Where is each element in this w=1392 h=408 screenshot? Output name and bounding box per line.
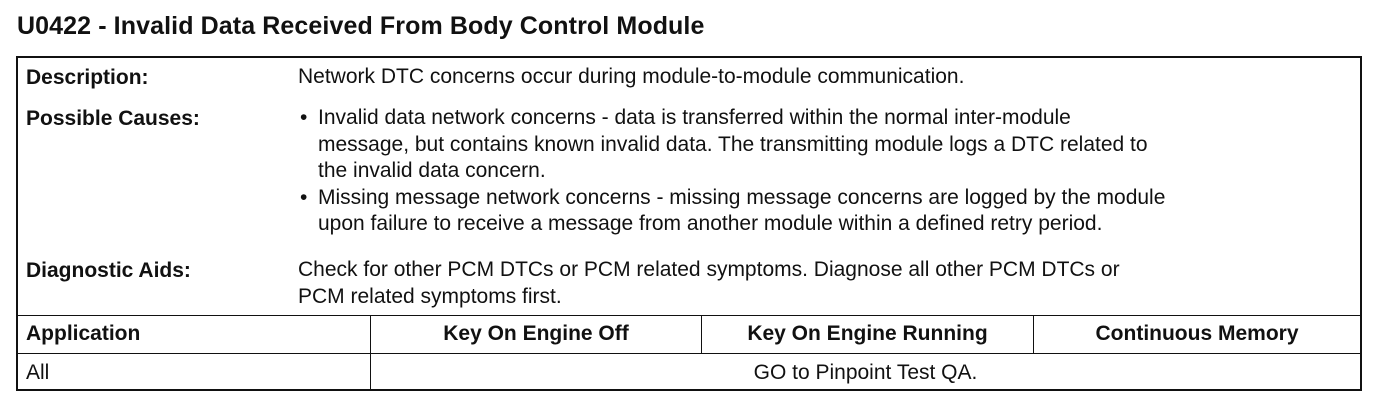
- description-label: Description:: [26, 66, 149, 89]
- table-row-application: All: [26, 361, 50, 384]
- cause-item-2: [298, 185, 1165, 238]
- cause-2-line-2: upon failure to receive a message from another module within a defined retry period.: [318, 212, 1103, 235]
- possible-causes-list: [298, 105, 1165, 238]
- header-continuous-memory: Continuous Memory: [1095, 322, 1299, 345]
- dtc-info-box: [16, 56, 1362, 391]
- table-header-divider: [18, 353, 1360, 354]
- header-application: Application: [26, 322, 141, 345]
- cause-1-line-3: the invalid data concern.: [318, 159, 546, 182]
- header-key-on-engine-off: Key On Engine Off: [443, 322, 629, 345]
- description-text: Network DTC concerns occur during module-to-module communication.: [298, 65, 965, 88]
- diagnostic-aids-label: Diagnostic Aids:: [26, 259, 191, 282]
- pinpoint-test-link[interactable]: GO to Pinpoint Test QA.: [753, 361, 978, 384]
- diagnostic-aids-line-1: Check for other PCM DTCs or PCM related symptoms. Diagnose all other PCM DTCs or: [298, 258, 1120, 281]
- possible-causes-label: Possible Causes:: [26, 107, 200, 130]
- bullet-icon: •: [300, 185, 308, 209]
- table-top-divider: [18, 315, 1360, 316]
- page-title: U0422 - Invalid Data Received From Body Control Module: [17, 12, 705, 40]
- bullet-icon: •: [300, 106, 308, 129]
- cause-item-1: [298, 105, 1165, 185]
- cause-1-line-2: message, but contains known invalid data. The transmitting module logs a DTC related to: [318, 132, 1148, 156]
- diagnostic-aids-line-2: PCM related symptoms first.: [298, 284, 562, 308]
- cause-1-line-1: Invalid data network concerns - data is transferred within the normal inter-module: [318, 106, 1071, 129]
- cause-2-line-1: Missing message network concerns - missing message concerns are logged by the module: [318, 185, 1166, 209]
- header-key-on-engine-running: Key On Engine Running: [747, 322, 988, 345]
- diagnostic-aids-text: [298, 257, 1120, 310]
